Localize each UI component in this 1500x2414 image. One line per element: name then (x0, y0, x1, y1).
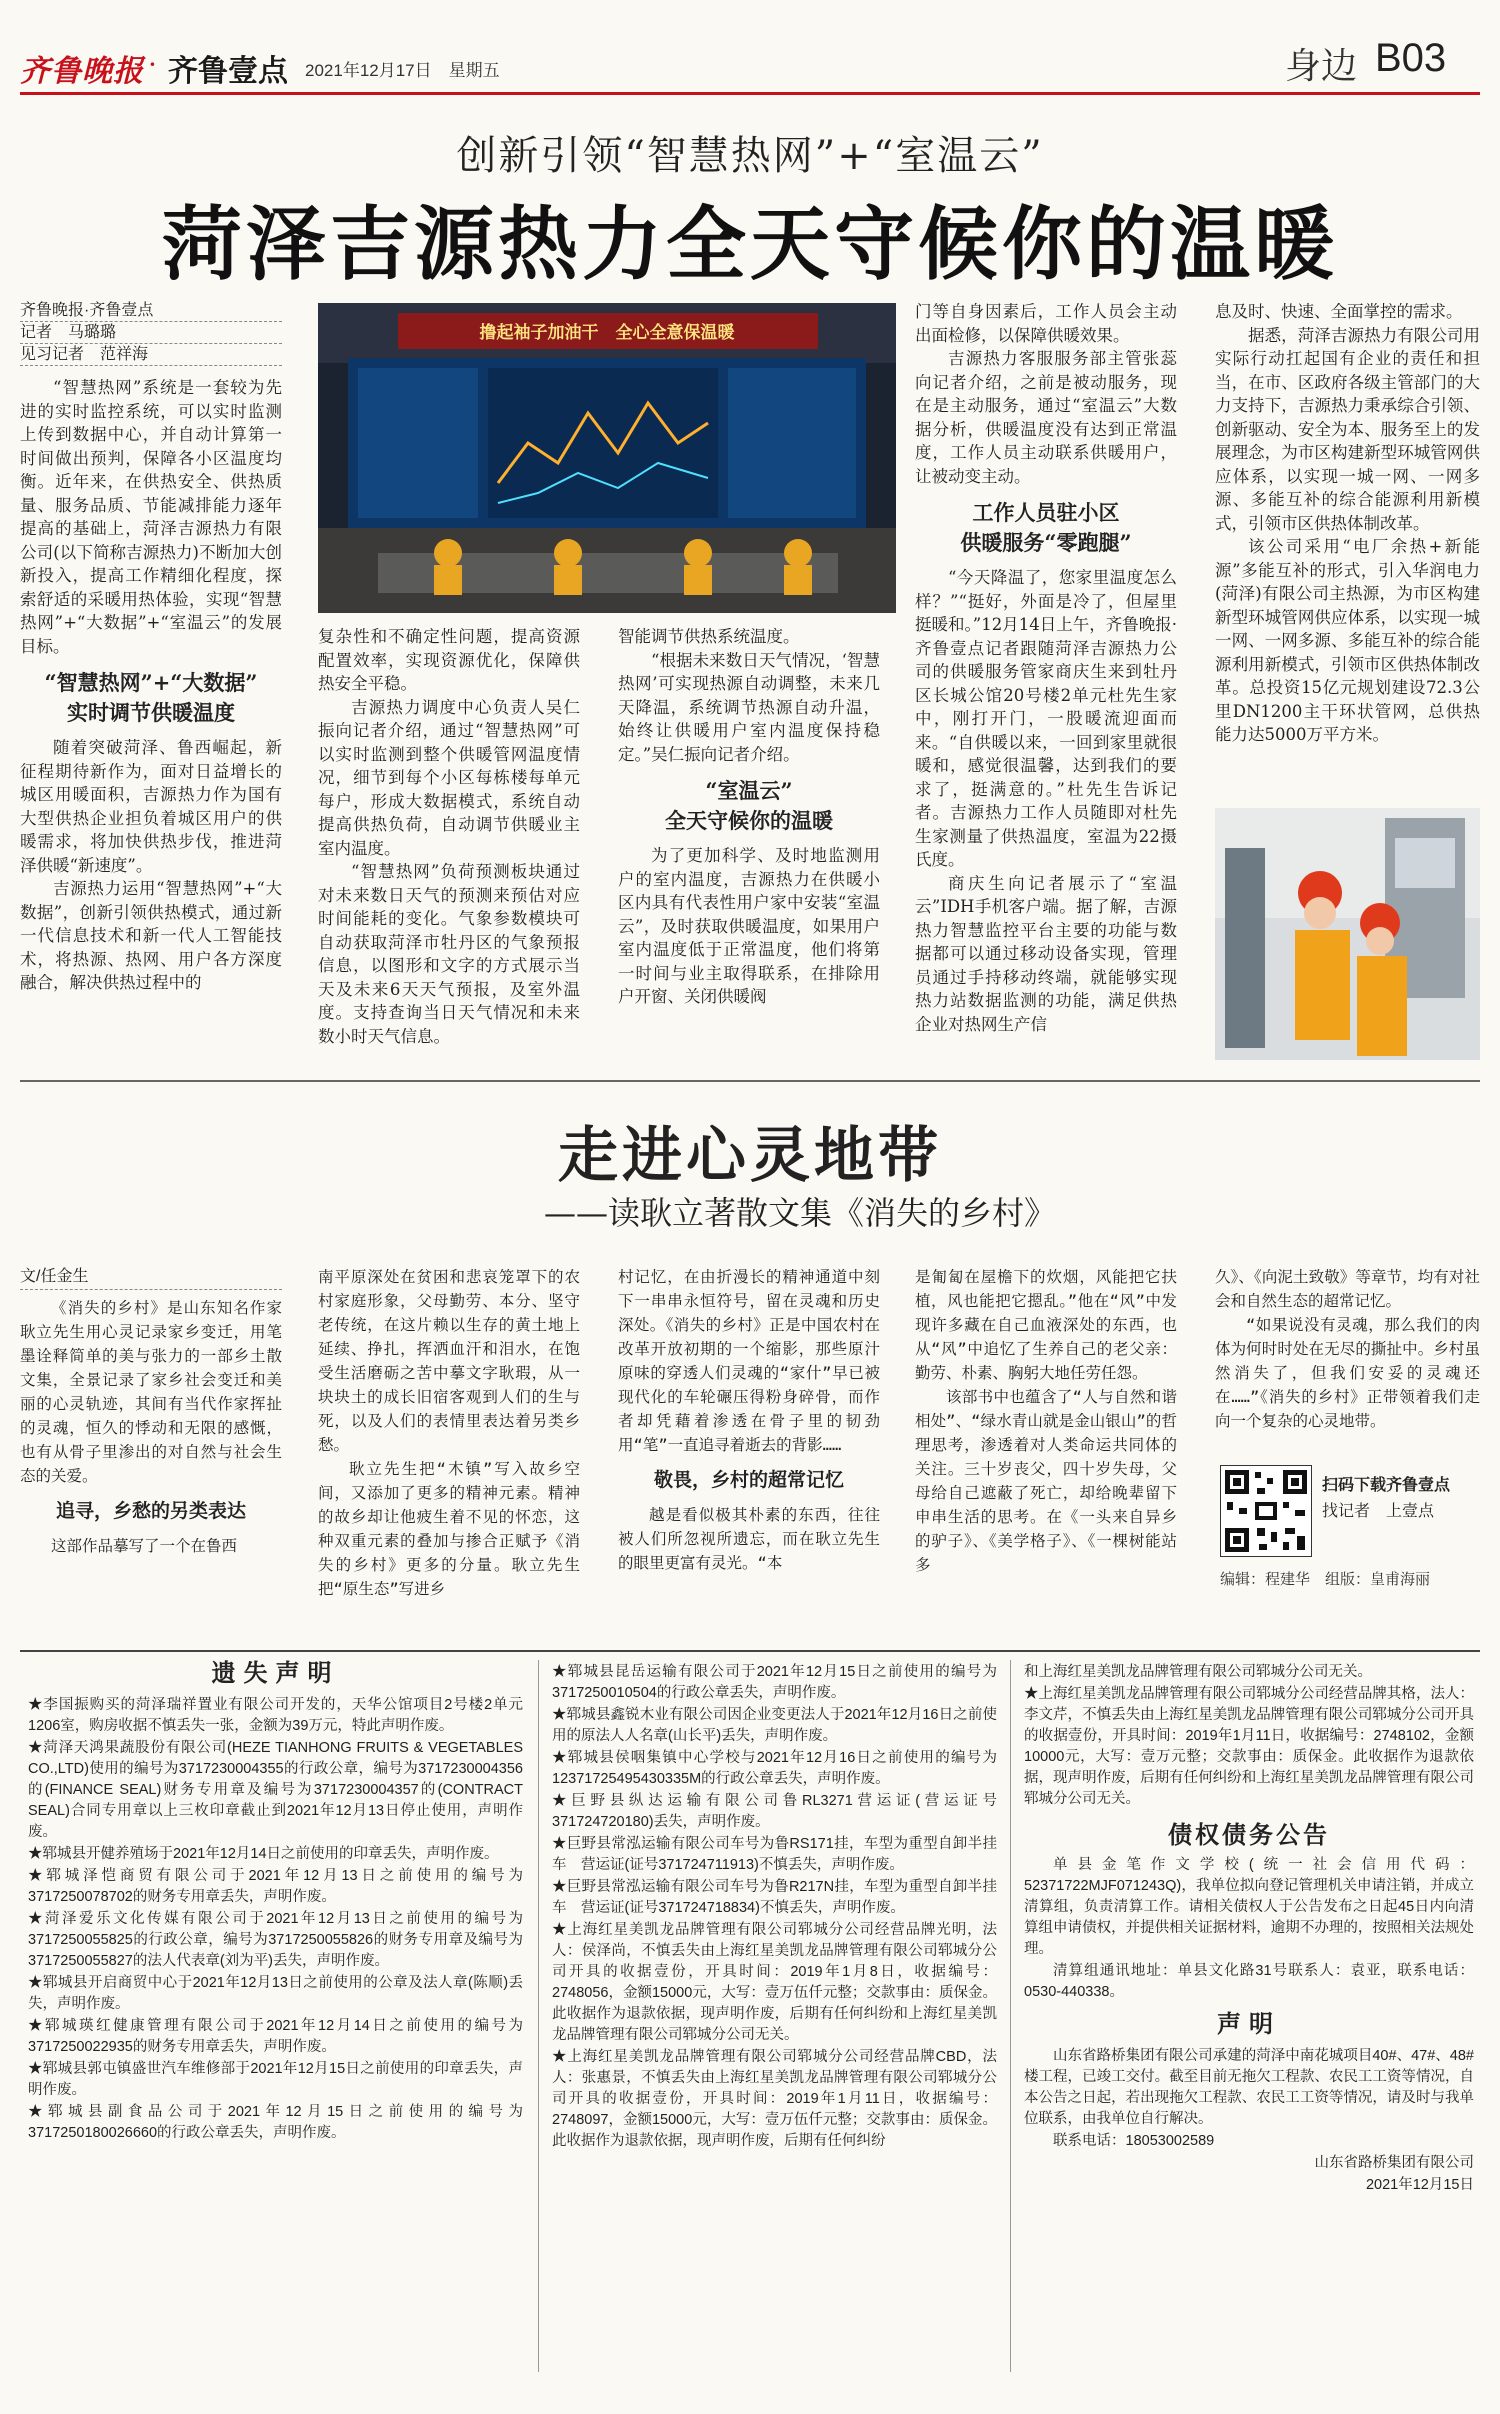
paragraph: “根据未来数日天气情况，‘智慧热网’可实现热源自动调整，未来几天降温，系统调节热源自动升温，始终让供暖用户室内温度保持稳定。”吴仁振向记者介绍。 (618, 650, 880, 764)
notice-item: ★郓城县昆岳运输有限公司于2021年12月15日之前使用的编号为3717250010504的行政公章丢失，声明作废。 (552, 1664, 997, 1701)
paragraph: 随着突破菏泽、鲁西崛起，新征程期待新作为，面对日益增长的城区用暖面积，吉源热力作为国有大型供热企业担负着城区用户的供暖需求，将加快供热步伐，推进菏泽供暖“新速度”。 (20, 738, 282, 875)
notice-item: ★郓城县郭屯镇盛世汽车维修部于2021年12月15日之前使用的印章丢失，声明作废。 (28, 2061, 523, 2098)
paragraph: “今天降温了，您家里温度怎么样？”“挺好，外面是冷了，但屋里挺暖和。”12月14日上午，齐鲁晚报·齐鲁壹点记者跟随菏泽吉源热力公司的供暖服务管家商庆生来到牡丹区长城公馆20号楼2单元杜先生家中，刚打开门，一股暖流迎面而来。“自供暖以来，一回到家里就很暖和，感觉很温馨，达到我们的要求了，挺满意的。”杜先生告诉记者。吉源热力工作人员随即对杜先生家测量了供热温度，室温为22摄氏度。 (915, 568, 1177, 869)
review-title: 走进心灵地带 (558, 1121, 942, 1191)
review-column-2 (318, 1265, 580, 1640)
article1-column-3 (618, 625, 880, 1060)
logo-separator: · (148, 48, 157, 81)
editor-credit: 编辑：程建华 组版：皇甫海丽 (1220, 1571, 1431, 1588)
byline-outlet: 齐鲁晚报·齐鲁壹点 (20, 300, 282, 322)
app-logo: 齐鲁壹点 (168, 54, 288, 89)
paragraph: 门等自身因素后，工作人员会主动出面检修，以保障供暖效果。 (915, 302, 1177, 345)
byline (20, 300, 282, 366)
paragraph: 商庆生向记者展示了“室温云”IDH手机客户端。据了解，吉源热力智慧监控平台主要的功能与数据都可以通过移动设备实现，管理员通过手持移动终端，就能够实现热力站数据监测的功能，满足供热企业对热网生产信 (915, 873, 1177, 1034)
subheading-line: 供暖服务“零跑腿” (960, 530, 1132, 555)
notice-item: ★李国振购买的菏泽瑞祥置业有限公司开发的，天华公馆项目2号楼2单元1206室，购房收据不慎丢失一张，金额为39万元，特此声明作废。 (28, 1697, 523, 1734)
paragraph: 智能调节供热系统温度。 (618, 627, 800, 646)
byline-reporter: 记者 马璐璐 (20, 322, 282, 344)
notice-item: ★上海红星美凯龙品牌管理有限公司郓城分公司经营品牌CBD，法人：张惠景，不慎丢失由上海红星美凯龙品牌管理有限公司郓城分公司开具的收据壹份，开具时间：2019年1月11日，收据编号：2748097，金额15000元，大写：壹万伍仟元整；交款事由：质保金。此收据作为退款依据，现声明作废，后期有任何纠纷 (552, 2049, 997, 2149)
subheading-line: 全天守候你的温暖 (665, 808, 833, 833)
article1-column-2 (318, 625, 580, 1060)
control-room-photo (318, 303, 896, 613)
paragraph: 是匍匐在屋檐下的炊烟，风能把它扶植，风也能把它摁乱。”他在“风”中发现许多藏在自己血液深处的东西，也从“风”中追忆了生养自己的老父亲：勤劳、朴素、胸躬大地任劳任怨。 (915, 1268, 1177, 1382)
paragraph: 吉源热力调度中心负责人吴仁振向记者介绍，通过“智慧热网”可以实时监测到整个供暖管网温度情况，细节到每个小区每栋楼每单元每户，形成大数据模式，系统自动提高供热负荷，自动调节供暖业主室内温度。 (318, 697, 580, 858)
paragraph: 吉源热力运用“智慧热网”+“大数据”，创新引领供热模式，通过新一代信息技术和新一代人工智能技术，将热源、热网、用户各方深度融合，解决供热过程中的 (20, 879, 282, 992)
notice-item: ★郓城县侯咽集镇中心学校与2021年12月16日之前使用的编号为12371725495430335M的行政公章丢失，声明作废。 (552, 1750, 997, 1787)
paragraph: 据悉，菏泽吉源热力有限公司用实际行动扛起国有企业的责任和担当，在市、区政府各级主管部门的大力支持下，吉源热力秉承综合引领、创新驱动、安全为本、服务至上的发展理念，为市区构建新型环城管网供应体系，以实现一城一网、一网多源、多能互补的综合能源利用新模式，引领市区供热体制改革。 (1215, 325, 1480, 533)
notice-item: ★郓城县鑫锐木业有限公司因企业变更法人于2021年12月16日之前使用的原法人人名章(山长平)丢失，声明作废。 (552, 1707, 997, 1744)
notice-item: ★菏泽爱乐文化传媒有限公司于2021年12月13日之前使用的编号为3717250055825的行政公章，编号为3717250055826的财务专用章及编号为3717250055827的法人代表章(刘为平)丢失，声明作废。 (28, 1911, 523, 1969)
photo-banner-text: 撸起袖子加油干 全心全意保温暖 (479, 323, 735, 343)
notice-item: ★巨野县纵达运输有限公司鲁RL3271营运证(营运证号371724720180)丢失，声明作废。 (552, 1793, 997, 1830)
paragraph: 息及时、快速、全面掌控的需求。 (1215, 302, 1463, 321)
paragraph: 耿立先生把“木镇”写入故乡空间，又添加了更多的精神元素。精神的故乡却让他疲生着不见的怀恋，这种双重元素的叠加与掺合正赋予《消失的乡村》更多的分量。耿立先生把“原生态”写进乡 (318, 1460, 580, 1598)
notice-item: ★菏泽天鸿果蔬股份有限公司(HEZE TIANHONG FRUITS & VEGETABLES CO.,LTD)使用的编号为3717230004355的行政公章，编号为3717230004356的(FINANCE SEAL)财务专用章及编号为3717230004357的(CONTRACT SEAL)合同专用章以上三枚印章截止到2021年12月13日停止使用，声明作废。 (28, 1740, 523, 1840)
subheading-line: 工作人员驻小区 (972, 500, 1120, 525)
statement-body: 山东省路桥集团有限公司承建的菏泽中南花城项目40#、47#、48#楼工程，已竣工交付。截至目前无拖欠工程款、农民工工资等情况，自本公告之日起，若出现拖欠工程款、农民工工资等情况，请及时与我单位联系，由我单位自行解决。 (1024, 2048, 1474, 2127)
subheading (20, 668, 282, 728)
subheading: 敬畏，乡村的超常记忆 (653, 1469, 844, 1491)
debt-notice-contact: 清算组通讯地址：单县文化路31号联系人：袁亚，联系电话：0530-440338。 (1024, 1963, 1474, 2000)
qr-caption (1322, 1473, 1450, 1525)
paragraph: 《消失的乡村》是山东知名作家耿立先生用心灵记录家乡变迁，用笔墨诠释简单的美与张力的一部乡土散文集，全景记录了家乡社会变迁和美丽的心灵轨迹，其间有当代作家挥扯的灵魂，恒久的悸动和无限的感慨，也有从骨子里渗出的对自然与社会生态的关爱。 (20, 1299, 282, 1485)
paragraph: 越是看似极其朴素的东西，往往被人们所忽视所遗忘，而在耿立先生的眼里更富有灵光。“本 (618, 1506, 880, 1572)
notices-section (20, 1650, 1480, 2370)
notice-item: ★郓城县开启商贸中心于2021年12月13日之前使用的公章及法人章(陈顺)丢失，声明作废。 (28, 1975, 523, 2012)
paragraph: 村记忆，在由折漫长的精神通道中刻下一串串永恒符号，留在灵魂和历史深处。《消失的乡村》正是中国农村在改革开放初期的一个缩影，那些原汁原味的穿透人们灵魂的“家什”早已被现代化的车轮碾压得粉身碎骨，而作者却凭藉着渗透在骨子里的韧劲用“笔”一直追寻着逝去的背影…… (618, 1268, 880, 1454)
byline-trainee: 见习记者 范祥海 (20, 344, 282, 366)
statement-date: 2021年12月15日 (1365, 2177, 1474, 2193)
review-author: 文/任金生 (20, 1265, 282, 1290)
lost-notice-title: 遗失声明 (211, 1658, 340, 1687)
paragraph: 南平原深处在贫困和悲哀笼罩下的农村家庭形象，父母勤劳、本分、坚守老传统，在这片赖以生存的黄土地上延续、挣扎，挥洒血汗和泪水，在饱受生活磨砺之苦中摹文字耿瑕，从一块块土的成长旧宿客观到人们的生与死，以及人们的表情里表达着另类乡愁。 (318, 1268, 580, 1454)
paragraph: “智慧热网”系统是一套较为先进的实时监控系统，可以实时监测上传到数据中心，并自动计算第一时间做出预判，保障各小区温度均衡。近年来，在供热安全、供热质量、服务品质、节能减排能力逐年提高的基础上，菏泽吉源热力有限公司(以下简称吉源热力)不断加大创新投入，提高工作精细化程度，探索舒适的采暖用热体验，实现“智慧热网”+“大数据”+“室温云”的发展目标。 (20, 378, 282, 656)
review-subtitle: ——读耿立著散文集《消失的乡村》 (543, 1194, 1056, 1232)
workers-photo (1215, 808, 1480, 1060)
paragraph: “如果说没有灵魂，那么我们的肉体为何时时处在无尽的撕扯中。乡村虽然消失了，但我们安妥的灵魂还在……”《消失的乡村》正带领着我们走向一个复杂的心灵地带。 (1215, 1316, 1480, 1430)
column-divider (1010, 1660, 1011, 2372)
notice-item: ★郓城泽恺商贸有限公司于2021年12月13日之前使用的编号为3717250078702的财务专用章丢失，声明作废。 (28, 1868, 523, 1905)
notice-item: ★郓城瑛红健康管理有限公司于2021年12月14日之前使用的编号为3717250022935的财务专用章丢失，声明作废。 (28, 2018, 523, 2055)
issue-date: 2021年12月17日 星期五 (305, 61, 500, 80)
debt-notice-title: 债权债务公告 (1168, 1820, 1330, 1849)
notice-item: ★巨野县常泓运输有限公司车号为鲁R217N挂，车型为重型自卸半挂车 营运证(证号371724718834)不慎丢失，声明作废。 (552, 1879, 997, 1916)
page-number: B03 (1375, 36, 1447, 80)
subheading (915, 498, 1177, 558)
workers-photo-image (1215, 808, 1480, 1060)
subheading-line: “智慧热网”+“大数据” (44, 670, 258, 695)
paragraph: 为了更加科学、及时地监测用户的室内温度，吉源热力在供暖小区内具有代表性用户家中安装“室温云”，及时获取供暖温度，如果用户室内温度低于正常温度，他们将第一时间与业主取得联系，在排除用户开窗、关闭供暖阀 (618, 846, 880, 1006)
article1-column-5 (1215, 300, 1480, 790)
qr-code-icon[interactable] (1220, 1465, 1312, 1557)
notice-item: ★郓城县开健养殖场于2021年12月14日之前使用的印章丢失，声明作废。 (28, 1846, 499, 1862)
statement-title: 声明 (1217, 2009, 1281, 2038)
section-name: 身边 (1285, 45, 1358, 86)
article-headline: 菏泽吉源热力全天守候你的温暖 (162, 197, 1338, 291)
newspaper-logo: 齐鲁晚报 (20, 54, 144, 89)
notice-item: ★上海红星美凯龙品牌管理有限公司郓城分公司经营品牌其格，法人：李文芹，不慎丢失由上海红星美凯龙品牌管理有限公司郓城分公司开具的收据壹份，开具时间：2019年1月11日，收据编号：2748102，金额10000元，大写：壹万元整；交款事由：质保金。此收据作为退款依据，现声明作废，后期有任何纠纷和上海红星美凯龙品牌管理有限公司郓城分公司无关。 (1024, 1686, 1474, 1807)
notice-item: ★上海红星美凯龙品牌管理有限公司郓城分公司经营品牌光明，法人：侯泽尚，不慎丢失由上海红星美凯龙品牌管理有限公司郓城分公司开具的收据壹份，开具时间：2019年1月8日，收据编号：2748056，金额15000元，大写：壹万伍仟元整；交款事由：质保金。此收据作为退款依据，现声明作废，后期有任何纠纷和上海红星美凯龙品牌管理有限公司郓城分公司无关。 (552, 1922, 997, 2043)
paragraph: 吉源热力客服服务部主管张蕊向记者介绍，之前是被动服务，现在是主动服务，通过“室温云”大数据分析，供暖温度没有达到正常温度，工作人员主动联系供暖用户，让被动变主动。 (915, 349, 1177, 486)
review-column-5 (1215, 1265, 1480, 1455)
subheading: 追寻，乡愁的另类表达 (55, 1500, 246, 1522)
subheading (618, 776, 880, 836)
page-header (20, 28, 1480, 92)
review-column-1 (20, 1265, 282, 1640)
notice-item: ★巨野县常泓运输有限公司车号为鲁RS171挂，车型为重型自卸半挂车 营运证(证号371724711913)不慎丢失，声明作废。 (552, 1836, 997, 1873)
notices-column-3 (1024, 1662, 1474, 2372)
lost-notices-column-2 (552, 1662, 997, 2372)
qr-caption-line: 扫码下载齐鲁壹点 (1322, 1477, 1451, 1494)
lost-notices-column (28, 1652, 523, 2372)
article1-column-4 (915, 300, 1177, 1060)
notice-item: ★郓城县副食品公司于2021年12月15日之前使用的编号为3717250180026660的行政公章丢失，声明作废。 (28, 2104, 523, 2141)
paragraph: 该公司采用“电厂余热+新能源”多能互补的形式，引入华润电力(菏泽)有限公司主热源，为市区构建新型环城管网供应体系，以实现一城一网、一网多源、多能互补的综合能源利用新模式，引领市区供热体制改革。总投资15亿元规划建设72.3公里DN1200主干环状管网，总供热能力达5000万平方米。 (1215, 537, 1480, 744)
subheading-line: “室温云” (705, 778, 793, 803)
article-kicker: 创新引领“智慧热网”+“室温云” (456, 133, 1044, 179)
statement-phone: 联系电话：18053002589 (1053, 2133, 1215, 2149)
notice-item: 和上海红星美凯龙品牌管理有限公司郓城分公司无关。 (1024, 1664, 1372, 1680)
header-rule (20, 92, 1480, 95)
review-column-4 (915, 1265, 1177, 1640)
paragraph: 复杂性和不确定性问题，提高资源配置效率，实现资源优化，保障供热安全平稳。 (318, 627, 580, 693)
column-divider (538, 1660, 539, 2372)
qr-caption-line: 找记者 上壹点 (1322, 1503, 1435, 1520)
debt-notice-body: 单县金笔作文学校(统一社会信用代码：52371722MJF071243Q)，我单位拟向登记管理机关申请注销，并成立清算组，负责清算工作。请相关债权人于公告发布之日起45日内向清算组申请债权，并提供相关证据材料，逾期不办理的，按照相关法规处理。 (1024, 1857, 1474, 1957)
control-room-photo-image (318, 303, 896, 613)
article1-column-1 (20, 300, 282, 1060)
review-column-3 (618, 1265, 880, 1640)
paragraph: 该部书中也蕴含了“人与自然和谐相处”、“绿水青山就是金山银山”的哲理思考，渗透着对人类命运共同体的关注。三十岁丧父，四十岁失母，父母给自己遮蔽了死亡，却给晚辈留下申串生活的思考。在《一头来自异乡的驴子》、《美学格子》、《一棵树能站多 (915, 1388, 1177, 1574)
paragraph: 这部作品摹写了一个在鲁西 (51, 1537, 238, 1555)
paragraph: 久》、《向泥土致敬》等章节，均有对社会和自然生态的超常记忆。 (1215, 1268, 1480, 1310)
statement-signature: 山东省路桥集团有限公司 (1314, 2155, 1474, 2171)
paragraph: “智慧热网”负荷预测板块通过对未来数日天气的预测来预估对应时间能耗的变化。气象参数模块可自动获取菏泽市牡丹区的气象预报信息，以图形和文字的方式展示当天及未来6天天气预报，及室外温度。支持查询当日天气情况和未来数小时天气信息。 (318, 862, 580, 1046)
subheading-line: 实时调节供暖温度 (67, 700, 235, 725)
section-divider (20, 1080, 1480, 1082)
